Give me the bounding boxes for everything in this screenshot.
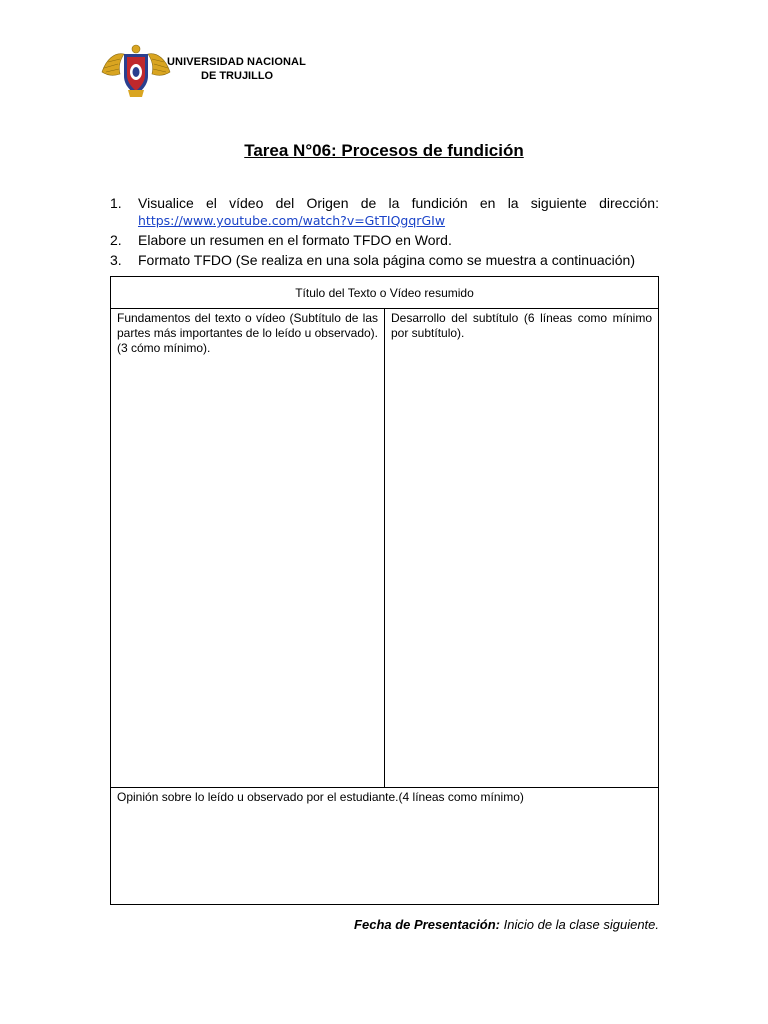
step-text: Elabore un resumen en el formato TFDO en Word. <box>138 232 452 248</box>
presentation-date-label: Fecha de Presentación: <box>354 917 500 932</box>
list-item <box>110 251 659 269</box>
tfdo-table <box>110 276 659 905</box>
list-item <box>110 194 659 229</box>
step-number: 2. <box>110 232 122 248</box>
assignment-title: Tarea N°06: Procesos de fundición <box>244 141 524 160</box>
step-number: 3. <box>110 252 122 268</box>
tfdo-opinion-cell: Opinión sobre lo leído u observado por el estudiante.(4 líneas como mínimo) <box>111 787 658 904</box>
university-header <box>100 42 320 98</box>
university-crest-icon <box>100 42 172 98</box>
step-number: 1. <box>110 195 122 211</box>
tfdo-title-cell: Título del Texto o Vídeo resumido <box>111 277 658 309</box>
list-item <box>110 231 659 249</box>
tfdo-desarrollo-cell: Desarrollo del subtítulo (6 líneas como mínimo por subtítulo). <box>391 311 652 340</box>
university-name-line2: DE TRUJILLO <box>201 70 274 82</box>
university-name-line1: UNIVERSIDAD NACIONAL <box>167 56 306 68</box>
step-text: Visualice el vídeo del Origen de la fundición en la siguiente dirección: <box>138 195 659 211</box>
step-text: Formato TFDO (Se realiza en una sola página como se muestra a continuación) <box>138 252 635 268</box>
video-link[interactable]: https://www.youtube.com/watch?v=GtTIQgqrGIw <box>138 213 446 228</box>
instructions-list <box>110 194 659 271</box>
presentation-date-value: Inicio de la clase siguiente. <box>503 917 659 932</box>
tfdo-fundamentos-cell: Fundamentos del texto o vídeo (Subtítulo de las partes más importantes de lo leído u observado).(3 cómo mínimo). <box>111 309 385 787</box>
presentation-date <box>110 917 659 932</box>
